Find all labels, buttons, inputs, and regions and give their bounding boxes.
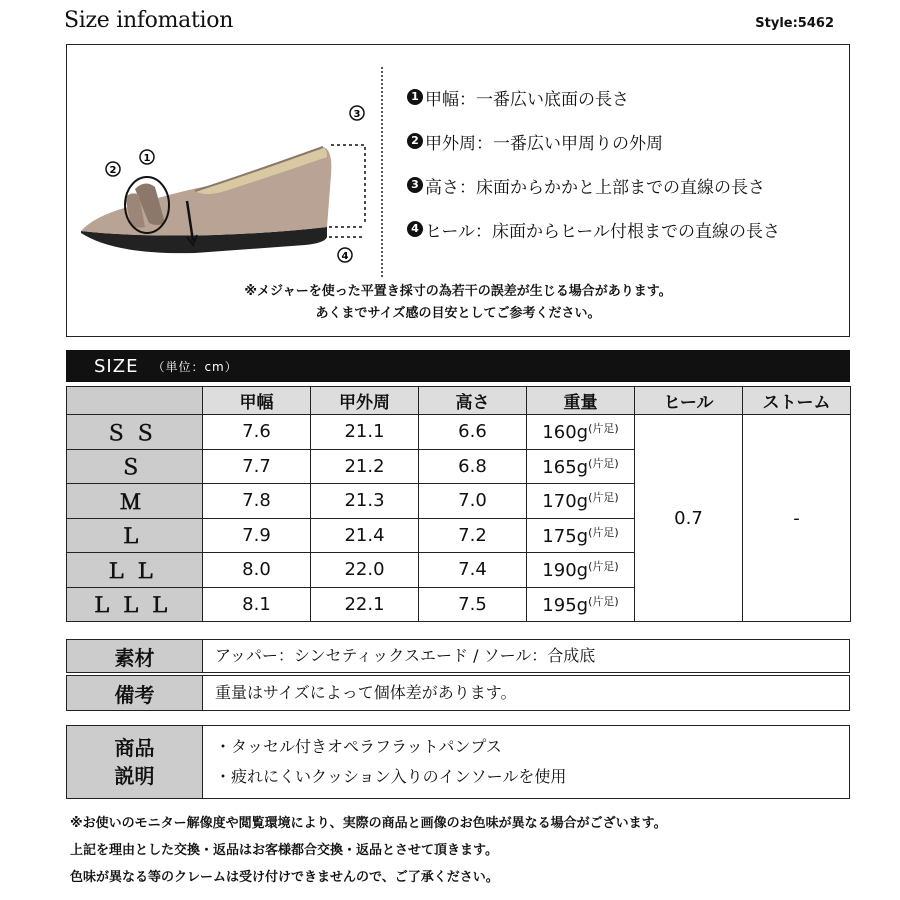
width-cell: 8.0 [203,553,311,588]
marker-1 [140,150,154,164]
header-height: 高さ [419,387,527,415]
size-label: Ｍ [67,484,203,519]
marker-4 [338,248,352,262]
legend-item-girth [407,119,780,163]
weight-cell [527,553,635,588]
weight-cell [527,484,635,519]
material-value [203,640,849,672]
width-cell: 7.8 [203,484,311,519]
height-cell: 7.5 [419,587,527,622]
height-cell: 6.6 [419,415,527,450]
header-width: 甲幅 [203,387,311,415]
legend-text: ヒール：床面からヒール付根までの直線の長さ [425,221,780,242]
weight-value: 195g [542,594,589,616]
height-cell: 7.2 [419,518,527,553]
svg-text:3: 3 [353,109,361,120]
weight-value: 175g [542,525,589,547]
weight-value: 190g [542,560,589,582]
number-3-icon: 3 [407,177,423,193]
size-label: ＬＬＬ [67,587,203,622]
storm-cell: - [743,415,851,622]
svg-text:1: 1 [143,153,151,164]
remarks-row [66,675,850,711]
number-1-icon: 1 [407,89,423,105]
marker-2 [106,162,120,176]
size-section-header [66,350,850,382]
table-row [67,415,851,450]
height-cell: 7.0 [419,484,527,519]
girth-cell: 21.2 [311,449,419,484]
table-header-row [67,387,851,415]
header-heel: ヒール [635,387,743,415]
disclaimer-line: 上記を理由とした交換・返品はお客様都合交換・返品とさせて頂きます。 [70,843,498,858]
header-blank [67,387,203,415]
material-label: 素材 [67,640,203,672]
height-cell: 7.4 [419,553,527,588]
svg-text:4: 4 [341,251,349,262]
measurement-note [67,281,849,325]
legend-item-heel [407,207,780,251]
width-cell: 7.9 [203,518,311,553]
width-cell: 7.7 [203,449,311,484]
legend-text: 甲外周：一番広い甲周りの外周 [425,133,663,154]
weight-value: 170g [542,491,589,513]
number-4-icon: 4 [407,221,423,237]
size-label: Ｓ [67,449,203,484]
width-cell: 8.1 [203,587,311,622]
heel-cell: 0.7 [635,415,743,622]
weight-unit: (片足) [588,456,619,470]
weight-value: 160g [542,422,589,444]
disclaimer [70,810,667,891]
product-point: ・タッセル付きオペラフラットパンプス [215,737,502,756]
product-description-row [66,725,850,799]
header-weight: 重量 [527,387,635,415]
product-description-label [67,726,203,798]
shoe-illustration [75,105,375,275]
size-title: SIZE [94,355,139,377]
weight-unit: (片足) [588,422,619,436]
weight-value: 165g [542,456,589,478]
marker-3 [350,106,364,120]
header-girth: 甲外周 [311,387,419,415]
product-label-line: 説明 [114,764,155,788]
disclaimer-line: ※お使いのモニター解像度や閲覧環境により、実際の商品と画像のお色味が異なる場合がございます。 [70,816,667,831]
weight-unit: (片足) [588,491,619,505]
divider [381,67,383,277]
size-table [66,386,851,622]
weight-cell [527,449,635,484]
weight-unit: (片足) [588,594,619,608]
remarks-text: 重量はサイズによって個体差があります。 [215,683,517,702]
height-cell: 6.8 [419,449,527,484]
weight-cell [527,587,635,622]
girth-cell: 22.1 [311,587,419,622]
weight-unit: (片足) [588,525,619,539]
legend-text: 高さ：床面からかかと上部までの直線の長さ [425,177,765,198]
legend-item-height [407,163,780,207]
measurement-legend [407,75,780,251]
header-storm: ストーム [743,387,851,415]
size-unit: （単位：cm） [152,359,238,374]
disclaimer-line: 色味が異なる等のクレームは受け付けできませんので、ご了承ください。 [70,870,499,885]
note-line: あくまでサイズ感の目安としてご参考ください。 [315,306,601,321]
size-label: ＬＬ [67,553,203,588]
product-point: ・疲れにくいクッション入りのインソールを使用 [215,767,567,786]
note-line: ※メジャーを使った平置き採寸の為若干の誤差が生じる場合があります。 [244,284,672,299]
legend-text: 甲幅：一番広い底面の長さ [425,89,629,110]
page-title: Size infomation [64,8,234,33]
girth-cell: 21.4 [311,518,419,553]
size-diagram-box [66,44,850,337]
girth-cell: 22.0 [311,553,419,588]
remarks-value [203,676,849,710]
weight-unit: (片足) [588,560,619,574]
style-code: Style:5462 [755,16,834,31]
svg-text:2: 2 [109,165,117,176]
product-description-value [203,726,849,798]
number-2-icon: 2 [407,133,423,149]
material-row [66,639,850,673]
material-text: アッパー：シンセティックスエード / ソール：合成底 [215,646,596,665]
girth-cell: 21.3 [311,484,419,519]
product-label-line: 商品 [114,736,155,760]
girth-cell: 21.1 [311,415,419,450]
size-label: Ｌ [67,518,203,553]
weight-cell [527,415,635,450]
remarks-label: 備考 [67,676,203,710]
size-label: ＳＳ [67,415,203,450]
weight-cell [527,518,635,553]
width-cell: 7.6 [203,415,311,450]
legend-item-width [407,75,780,119]
